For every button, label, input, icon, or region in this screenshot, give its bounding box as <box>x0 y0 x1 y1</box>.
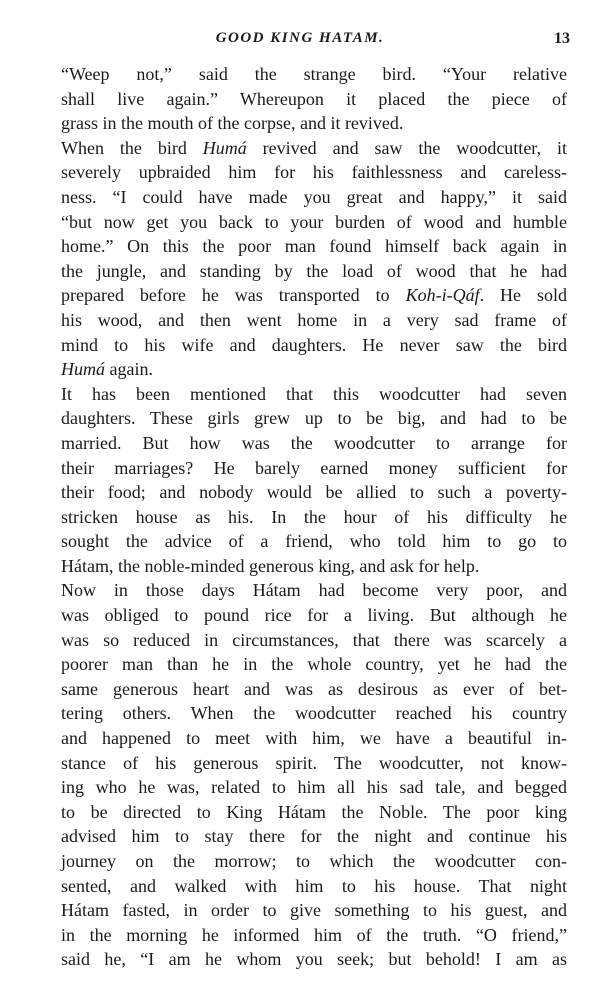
text-line: to be directed to King Hátam the Noble. The poor king <box>61 801 567 822</box>
text-line: “Weep not,” said the strange bird. “Your relative <box>61 64 567 84</box>
text-line: their marriages? He barely earned money sufficient for <box>61 457 567 478</box>
text-line: was so reduced in circumstances, that there was scarcely a <box>61 629 567 650</box>
text-run: prepared before he was transported to <box>61 285 406 306</box>
text-line: ing who he was, related to him all his sad tale, and begged <box>61 777 567 798</box>
text-line: It has been mentioned that this woodcutter had seven <box>61 383 567 404</box>
italic-name: Humá <box>61 359 105 380</box>
text-line: Now in those days Hátam had become very poor, and <box>61 580 567 601</box>
text-run: again. <box>105 359 153 380</box>
body-text <box>61 62 567 972</box>
text-line <box>61 357 567 382</box>
text-line: their food; and nobody would be allied to such a poverty- <box>61 482 567 503</box>
text-line: was obliged to pound rice for a living. But although he <box>61 605 567 626</box>
text-line: in the morning he informed him of the truth. “O friend,” <box>61 924 567 945</box>
text-line: shall live again.” Whereupon it placed the piece of <box>61 88 567 109</box>
text-line: tering others. When the woodcutter reached his country <box>61 703 567 724</box>
text-line: Hátam fasted, in order to give something to his guest, and <box>61 900 567 921</box>
text-line: sented, and walked with him to his house. That night <box>61 875 567 896</box>
text-line: his wood, and then went home in a very sad frame of <box>61 309 567 330</box>
text-line <box>61 283 567 308</box>
text-line: said he, “I am he whom you seek; but behold! I am as <box>61 949 567 970</box>
text-line: Hátam, the noble-minded generous king, and ask for help. <box>61 555 480 576</box>
text-line: sought the advice of a friend, who told him to go to <box>61 531 567 552</box>
text-line: and happened to meet with him, we have a beautiful in- <box>61 728 567 749</box>
text-line: ness. “I could have made you great and happy,” it said <box>61 186 567 207</box>
text-line: poorer man than he in the whole country, yet he had the <box>61 654 567 675</box>
text-line: journey on the morrow; to which the woodcutter con- <box>61 851 567 871</box>
text-line: same generous heart and was as desirous as ever of bet- <box>61 678 567 699</box>
running-title: GOOD KING HATAM. <box>215 30 385 46</box>
text-line: “but now get you back to your burden of wood and humble <box>61 211 567 232</box>
text-line: severely upbraided him for his faithlessness and careless- <box>61 162 567 183</box>
italic-place: Koh-i-Qáf <box>405 285 480 306</box>
text-line: advised him to stay there for the night and continue his <box>61 826 567 847</box>
text-line: stance of his generous spirit. The woodcutter, not know- <box>61 752 567 773</box>
text-run: . He sold <box>479 285 567 306</box>
text-line: the jungle, and standing by the load of wood that he had <box>61 260 567 281</box>
text-line: grass in the mouth of the corpse, and it revived. <box>61 113 404 134</box>
text-line <box>61 136 567 161</box>
page-number: 13 <box>554 30 570 47</box>
running-head <box>0 30 600 52</box>
italic-name: Humá <box>202 137 247 158</box>
text-line: married. But how was the woodcutter to arrange for <box>61 432 567 453</box>
text-run: revived and saw the woodcutter, it <box>246 137 568 158</box>
text-line: daughters. These girls grew up to be big, and had to be <box>61 408 567 429</box>
text-line: home.” On this the poor man found himself back again in <box>61 236 567 257</box>
text-line: mind to his wife and daughters. He never saw the bird <box>61 334 567 355</box>
text-line: stricken house as his. In the hour of his difficulty he <box>61 506 567 527</box>
text-run: When the bird <box>61 137 203 158</box>
